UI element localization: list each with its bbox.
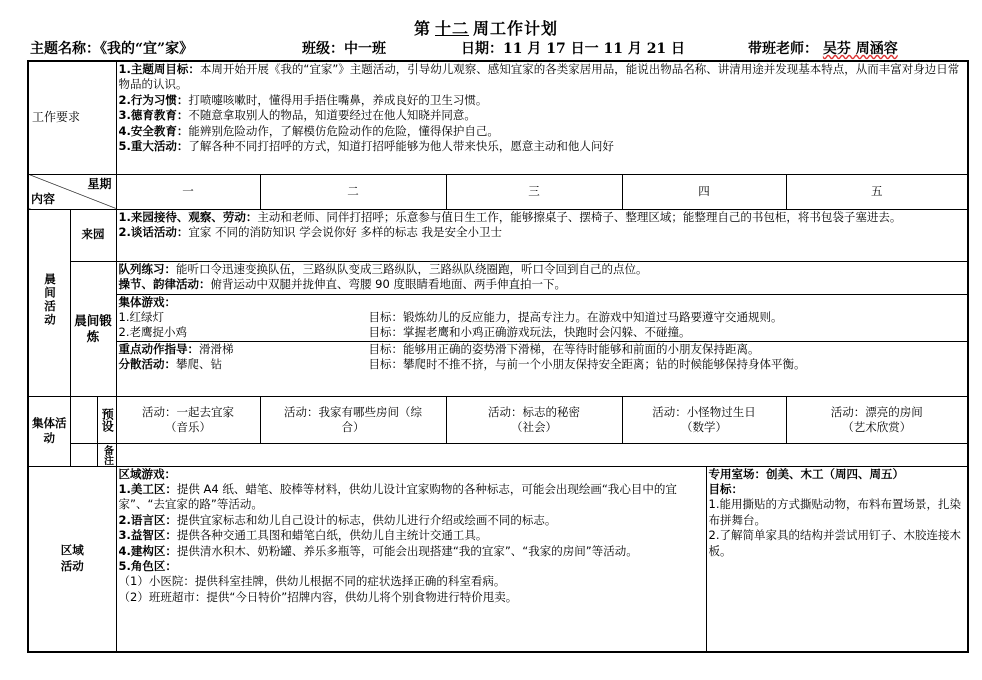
- day-header-mon: 一: [116, 174, 260, 209]
- room-goal: 1.能用撕贴的方式撕贴动物，布料布置场景，扎染布拼舞台。: [708, 497, 961, 527]
- teacher-names: 吴芬 周涵容: [822, 41, 898, 57]
- area-games-content: 区域游戏： 1.美工区：提供 A4 纸、蜡笔、胶棒等材料，供幼儿设计宜家购物的各种标志，可能会出现绘画“我心目中的宜家”、“去宜家的路”等活动。 2.语言区：提供宜家标志和幼儿自己设计的标志，供幼儿进行介绍或绘画不同的标志。 3.益智区：提供各种交通工具图和蜡笔白纸，供幼儿自主统计交通工具。 4.建构区：提供清水积木、奶粉罐、养乐多瓶等，可能会出现搭建“我的宜家”、“我家的房间”等活动。 5.角色区： （1）小医院：提供科室挂牌，供幼儿根据不同的症状选择正确的科室看病。 （2）班班超市：提供“今日特价”招牌内容，供幼儿将个别食物进行特价甩卖。: [116, 466, 706, 652]
- weekday-header-row: [28, 174, 968, 209]
- exercise-row-top: [28, 261, 968, 294]
- role-item: （2）班班超市：提供“今日特价”招牌内容，供幼儿将个别食物进行特价甩卖。: [118, 589, 518, 604]
- exercise-drill-content: 队列练习：能听口令迅速变换队伍，三路纵队变成三路纵队，三路纵队绕圈跑，听口令回到自己的点位。 操节、韵律活动：俯背运动中双腿并拢伸直、弯腰 90 度眼睛看地面、两手伸直拍一下。: [116, 261, 968, 294]
- date-range: 日期：11 月 17 日一 11 月 21 日: [461, 41, 686, 57]
- group-note-cell: [70, 443, 116, 466]
- group-note-row: [28, 443, 968, 466]
- page-title: 第 十二 周工作计划: [414, 19, 559, 38]
- area-activity-label: 区域活动: [28, 466, 116, 652]
- title-line: [0, 16, 982, 36]
- area-item: 1.美工区：提供 A4 纸、蜡笔、胶棒等材料，供幼儿设计宜家购物的各种标志，可能会出现绘画“我心目中的宜家”、“去宜家的路”等活动。: [118, 481, 677, 512]
- game-item: 1.红绿灯 目标：锻炼幼儿的反应能力，提高专注力。在游戏中知道过马路要遵守交通规则。: [118, 309, 783, 324]
- group-note-content: [116, 443, 968, 466]
- exercise-games-content: 集体游戏： 1.红绿灯 目标：锻炼幼儿的反应能力，提高专注力。在游戏中知道过马路要遵守交通规则。 2.老鹰捉小鸡 目标：掌握老鹰和小鸡正确游戏玩法，快跑时会闪躲、不碰撞。 重点动作指导：滑滑梯 目标：能够用正确的姿势滑下滑梯，在等待时能够和前面的小朋友保持距离。 分散活动：攀爬、钻 目标：攀爬时不推不挤，与前一个小朋友保持安全距离；钻的时候能够保持身体平衡。: [116, 294, 968, 396]
- weekday-corner-label: 星期: [87, 176, 112, 191]
- morning-activity-label: 晨间活动: [28, 209, 70, 396]
- focus-movement: 重点动作指导：滑滑梯 目标：能够用正确的姿势滑下滑梯，在等待时能够和前面的小朋友保持距离。: [117, 341, 968, 357]
- group-activity-mon: 活动：一起去宜家 （音乐）: [116, 396, 260, 443]
- plan-label: 预设: [100, 407, 115, 432]
- requirement-item: 3.德育教育：不随意拿取别人的物品，知道要经过在他人知晓并同意。: [118, 108, 476, 123]
- special-room-content: 专用室场：创美、木工（周四、周五） 目标： 1.能用撕贴的方式撕贴动物，布料布置场景，扎染布拼舞台。 2.了解简单家具的结构并尝试用钉子、木胶连接木板。: [706, 466, 968, 652]
- exercise-row-games: [28, 294, 968, 396]
- day-header-thu: 四: [622, 174, 786, 209]
- special-room-head: 专用室场：创美、木工（周四、周五）: [708, 466, 905, 481]
- requirements-content: [116, 61, 968, 174]
- area-item: 3.益智区：提供各种交通工具图和蜡笔白纸，供幼儿自主统计交通工具。: [118, 528, 488, 543]
- theme-name: 主题名称：《我的“宜”家》: [30, 41, 194, 57]
- day-header-wed: 三: [446, 174, 622, 209]
- game-item: 2.老鹰捉小鸡 目标：掌握老鹰和小鸡正确游戏玩法，快跑时会闪躲、不碰撞。: [118, 325, 691, 340]
- role-area-head: 5.角色区：: [118, 558, 177, 573]
- arrival-row: [28, 209, 968, 261]
- day-header-fri: 五: [786, 174, 968, 209]
- requirements-label: 工作要求: [28, 61, 116, 174]
- group-plan-row: [28, 396, 968, 443]
- group-activity-label: 集体活动: [28, 396, 70, 466]
- room-goal: 2.了解简单家具的结构并尝试用钉子、木胶连接木板。: [708, 528, 961, 558]
- requirement-item: 2.行为习惯：打喷嚏咳嗽时，懂得用手捂住嘴鼻，养成良好的卫生习惯。: [118, 92, 488, 107]
- requirements-row: [28, 61, 968, 174]
- group-activity-fri: 活动：漂亮的房间 （艺术欣赏）: [786, 396, 968, 443]
- note-label: 备注: [101, 444, 113, 465]
- role-item: （1）小医院：提供科室挂牌，供幼儿根据不同的症状选择正确的科室看病。: [118, 574, 506, 589]
- class-name: 班级：中一班: [302, 41, 386, 57]
- area-activity-row: [28, 466, 968, 652]
- group-activity-wed: 活动：标志的秘密 （社会）: [446, 396, 622, 443]
- group-plan-cell: [70, 396, 116, 443]
- requirement-item: 1.主题周目标：本周开始开展《我的“宜家”》主题活动，引导幼儿观察、感知宜家的各类家居用品，能说出物品名称、讲清用途并发现基本特点，从而丰富对身边日常物品的认识。: [118, 62, 960, 92]
- week-number: 十二: [435, 19, 470, 38]
- weekly-plan-table: [27, 60, 969, 653]
- diagonal-header-cell: [28, 174, 116, 209]
- arrival-content: 1.来园接待、观察、劳动：主动和老师、同伴打招呼；乐意参与值日生工作，能够擦桌子、摆椅子、整理区域；能整理自己的书包柜，将书包袋子塞进去。 2.谈话活动：宜家 不同的消防知识 学会说你好 多样的标志 我是安全小卫士: [116, 209, 968, 261]
- arrival-label: 来园: [70, 209, 116, 261]
- requirement-item: 4.安全教育：能辨别危险动作，了解模仿危险动作的危险，懂得保护自己。: [118, 123, 499, 138]
- day-header-tue: 二: [260, 174, 446, 209]
- area-item: 4.建构区：提供清水积木、奶粉罐、养乐多瓶等，可能会出现搭建“我的宜家”、“我家的房间”等活动。: [118, 543, 638, 558]
- morning-exercise-label: 晨间锻炼: [70, 261, 116, 396]
- group-activity-thu: 活动：小怪物过生日 （数学）: [622, 396, 786, 443]
- free-activity: 分散活动：攀爬、钻 目标：攀爬时不推不挤，与前一个小朋友保持安全距离；钻的时候能够保持身体平衡。: [118, 357, 806, 372]
- area-item: 2.语言区：提供宜家标志和幼儿自己设计的标志，供幼儿进行介绍或绘画不同的标志。: [118, 512, 557, 527]
- teacher-label: 带班老师： 吴芬 周涵容: [748, 41, 898, 57]
- group-activity-tue: 活动：我家有哪些房间（综 合）: [260, 396, 446, 443]
- requirement-item: 5.重大活动：了解各种不同打招呼的方式，知道打招呼能够为他人带来快乐，愿意主动和他人问好: [118, 139, 614, 154]
- content-corner-label: 内容: [31, 192, 56, 207]
